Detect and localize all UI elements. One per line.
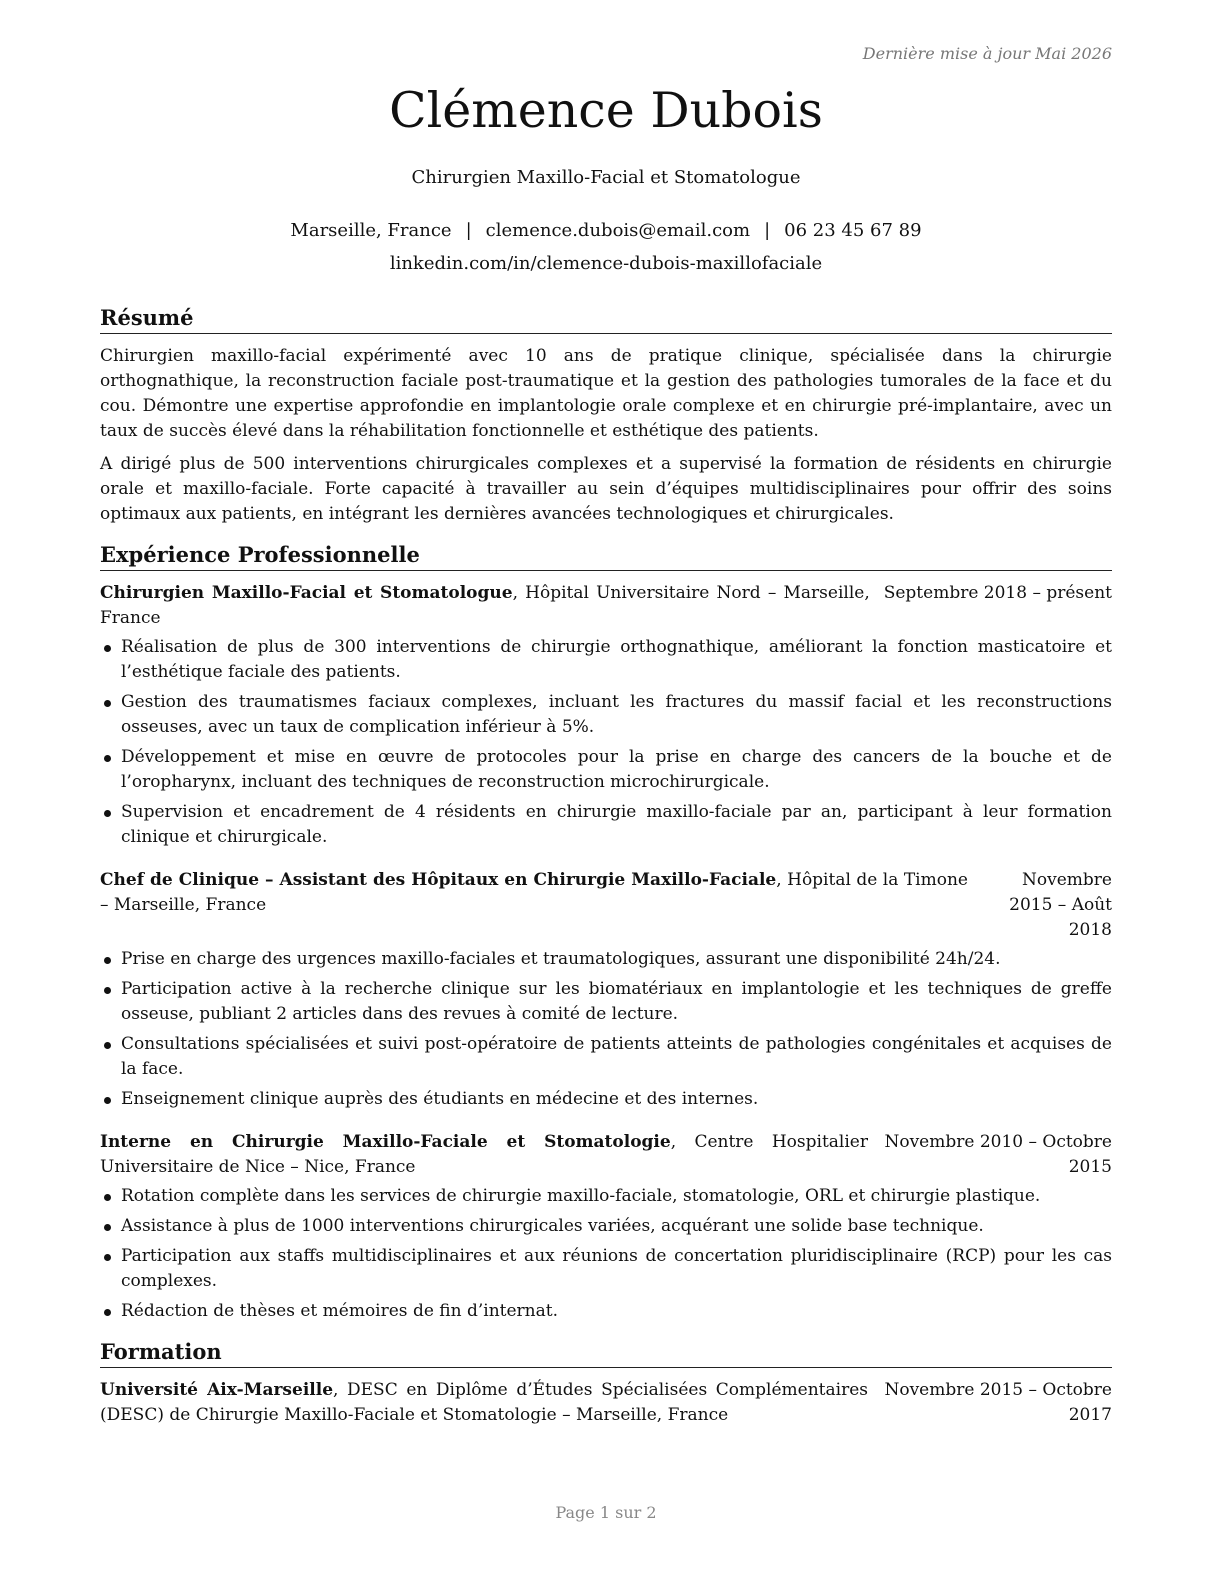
job-header bbox=[100, 581, 1112, 631]
bullet-item: Supervision et encadrement de 4 résidents en chirurgie maxillo-faciale par an, participant à leur formation clinique et chirurgicale. bbox=[100, 800, 1112, 850]
bullet-item: Participation aux staffs multidisciplinaires et aux réunions de concertation pluridisciplinaire (RCP) pour les cas complexes. bbox=[100, 1244, 1112, 1294]
job-role: Interne en Chirurgie Maxillo-Faciale et Stomatologie bbox=[100, 1132, 671, 1152]
bullet-item: Réalisation de plus de 300 interventions de chirurgie orthognathique, améliorant la fonction masticatoire et l’esthétique faciale des patients. bbox=[100, 635, 1112, 685]
contact-phone: 06 23 45 67 89 bbox=[784, 220, 922, 241]
education-entry bbox=[100, 1378, 1112, 1428]
section-heading-summary: Résumé bbox=[100, 304, 1112, 334]
job-role-line bbox=[100, 1130, 882, 1180]
section-heading-education: Formation bbox=[100, 1338, 1112, 1368]
bullet-item: Enseignement clinique auprès des étudiants en médecine et des internes. bbox=[100, 1087, 1112, 1112]
contact-separator: | bbox=[465, 220, 472, 241]
job-header bbox=[100, 1130, 1112, 1180]
resume-page bbox=[100, 0, 1112, 1584]
bullet-item: Prise en charge des urgences maxillo-faciales et traumatologiques, assurant une disponibilité 24h/24. bbox=[100, 947, 1112, 972]
job-header bbox=[100, 868, 1112, 943]
job-dates: Septembre 2018 – présent bbox=[883, 583, 1112, 603]
candidate-title: Chirurgien Maxillo-Facial et Stomatologue bbox=[411, 167, 801, 188]
candidate-name: Clémence Dubois bbox=[389, 82, 823, 139]
job-place: , Centre Hospitalier Universitaire de Nice – Nice, France bbox=[100, 1132, 868, 1177]
section-heading-experience: Expérience Professionnelle bbox=[100, 541, 1112, 571]
education-school: Université Aix-Marseille bbox=[100, 1380, 334, 1400]
contact-line bbox=[100, 220, 1112, 241]
job-role: Chef de Clinique – Assistant des Hôpitaux en Chirurgie Maxillo-Faciale bbox=[100, 870, 777, 890]
page-number: Page 1 sur 2 bbox=[555, 1503, 657, 1522]
job-dates: Novembre 2015 – Août 2018 bbox=[1009, 870, 1112, 940]
job-bullets bbox=[100, 1184, 1112, 1324]
job-entry bbox=[100, 1130, 1112, 1324]
last-updated: Dernière mise à jour Mai 2026 bbox=[862, 44, 1112, 63]
job-entry bbox=[100, 868, 1112, 1112]
job-role-line bbox=[100, 868, 982, 943]
contact-separator: | bbox=[764, 220, 771, 241]
contact-email[interactable]: clemence.dubois@email.com bbox=[485, 220, 751, 241]
job-dates: Novembre 2010 – Octobre 2015 bbox=[884, 1132, 1112, 1177]
resume-body bbox=[100, 304, 1112, 1428]
education-dates: Novembre 2015 – Octobre 2017 bbox=[884, 1380, 1112, 1425]
job-bullets bbox=[100, 947, 1112, 1112]
linkedin-link[interactable]: linkedin.com/in/clemence-dubois-maxillofaciale bbox=[389, 253, 823, 274]
bullet-item: Rotation complète dans les services de chirurgie maxillo-faciale, stomatologie, ORL et chirurgie plastique. bbox=[100, 1184, 1112, 1209]
summary-paragraph: A dirigé plus de 500 interventions chirurgicales complexes et a supervisé la formation de résidents en chirurgie orale et maxillo-faciale. Forte capacité à travailler au sein d’équipes multidisciplinaires pour offrir des soins optimaux aux patients, en intégrant les dernières avancées technologiques et chirurgicales. bbox=[100, 454, 1112, 524]
bullet-item: Assistance à plus de 1000 interventions chirurgicales variées, acquérant une solide base technique. bbox=[100, 1214, 1112, 1239]
contact-location: Marseille, France bbox=[290, 220, 452, 241]
education-line bbox=[100, 1378, 882, 1428]
education-degree: , DESC en Diplôme d’Études Spécialisées Complémentaires (DESC) de Chirurgie Maxillo-Faciale et Stomatologie – Marseille, France bbox=[100, 1380, 868, 1425]
bullet-item: Consultations spécialisées et suivi post-opératoire de patients atteints de pathologies congénitales et acquises de la face. bbox=[100, 1032, 1112, 1082]
bullet-item: Développement et mise en œuvre de protocoles pour la prise en charge des cancers de la bouche et de l’oropharynx, incluant des techniques de reconstruction microchirurgicale. bbox=[100, 745, 1112, 795]
job-place: , Hôpital Universitaire Nord – Marseille, France bbox=[100, 583, 870, 628]
summary-paragraph: Chirurgien maxillo-facial expérimenté avec 10 ans de pratique clinique, spécialisée dans la chirurgie orthognathique, la reconstruction faciale post-traumatique et la gestion des pathologies tumorales de la face et du cou. Démontre une expertise approfondie en implantologie orale complexe et en chirurgie pré-implantaire, avec un taux de succès élevé dans la réhabilitation fonctionnelle et esthétique des patients. bbox=[100, 346, 1112, 441]
job-entry bbox=[100, 581, 1112, 850]
job-role-line bbox=[100, 581, 884, 631]
job-role: Chirurgien Maxillo-Facial et Stomatologue bbox=[100, 583, 513, 603]
job-bullets bbox=[100, 635, 1112, 850]
bullet-item: Participation active à la recherche clinique sur les biomatériaux en implantologie et les techniques de greffe osseuse, publiant 2 articles dans des revues à comité de lecture. bbox=[100, 977, 1112, 1027]
job-place: , Hôpital de la Timone – Marseille, France bbox=[100, 870, 968, 915]
bullet-item: Rédaction de thèses et mémoires de fin d’internat. bbox=[100, 1299, 1112, 1324]
bullet-item: Gestion des traumatismes faciaux complexes, incluant les fractures du massif facial et les reconstructions osseuses, avec un taux de complication inférieur à 5%. bbox=[100, 690, 1112, 740]
